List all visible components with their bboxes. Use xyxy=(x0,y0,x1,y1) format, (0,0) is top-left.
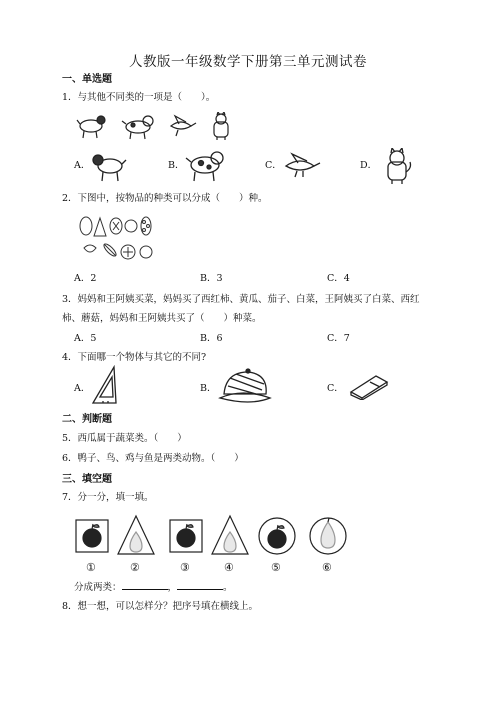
answer-blank-2[interactable] xyxy=(177,580,223,590)
question-7-answer-line xyxy=(74,580,233,594)
question-2-stem: 2．下图中，按物品的种类可以分成（ ）种。 xyxy=(62,193,268,204)
picture-label-2: ② xyxy=(130,561,140,574)
eggplant-icon xyxy=(80,217,92,235)
pear-in-triangle-icon xyxy=(212,516,248,554)
section-heading-true-false: 二、判断题 xyxy=(62,414,112,425)
bird-icon xyxy=(282,152,322,178)
section-heading-fill-blank: 三、填空题 xyxy=(62,474,112,485)
page-title: 人教版一年级数学下册第三单元测试卷 xyxy=(129,54,367,70)
question-1-option-a[interactable]: A． xyxy=(74,160,91,171)
question-5-stem: 5．西瓜属于蔬菜类。（ ） xyxy=(62,433,187,444)
question-1-option-d[interactable]: D． xyxy=(360,160,378,171)
apple-in-square-icon xyxy=(76,520,108,552)
fruit-and-vegetable-pictures xyxy=(76,212,158,264)
question-3-stem-line-1: 3．妈妈和王阿姨买菜，妈妈买了西红柿、黄瓜、茄子、白菜，王阿姨买了白菜、西红 xyxy=(62,294,420,305)
picture-label-5: ⑤ xyxy=(271,561,281,574)
tomato-icon xyxy=(140,246,152,258)
question-6-stem: 6．鸭子、鸟、鸡与鱼是两类动物。（ ） xyxy=(62,453,244,464)
question-4-option-a[interactable]: A． xyxy=(74,383,91,394)
answer-blank-1[interactable] xyxy=(122,580,168,590)
apple-icon xyxy=(125,220,137,232)
apple-in-square-icon xyxy=(170,520,202,552)
dog-icon xyxy=(183,148,227,182)
pear-in-triangle-icon xyxy=(118,516,154,554)
question-3-option-c[interactable]: C．7 xyxy=(327,333,350,344)
cat-icon xyxy=(214,112,228,140)
section-heading-single-choice: 一、单选题 xyxy=(62,74,112,85)
picture-label-3: ③ xyxy=(180,561,190,574)
question-2-option-a[interactable]: A．2 xyxy=(74,273,97,284)
question-2-option-b[interactable]: B．3 xyxy=(200,273,223,284)
question-1-option-c[interactable]: C． xyxy=(265,160,282,171)
pear-in-circle-icon xyxy=(310,518,346,554)
picture-label-1: ① xyxy=(86,561,96,574)
question-7-stem: 7．分一分，填一填。 xyxy=(62,492,154,503)
triangle-ruler-icon xyxy=(90,365,120,405)
eraser-icon xyxy=(348,372,390,400)
cat-icon xyxy=(380,148,414,184)
question-2-option-c[interactable]: C．4 xyxy=(327,273,350,284)
question-1-stem: 1．与其他不同类的一项是（ ）。 xyxy=(62,92,216,103)
question-7-pictures xyxy=(74,514,354,558)
banana-icon xyxy=(84,245,96,252)
question-3-stem-line-2: 柿、蘑菇，妈妈和王阿姨共买了（ ）种菜。 xyxy=(62,313,262,324)
bird-icon xyxy=(171,116,196,136)
question-1-option-b[interactable]: B． xyxy=(168,160,185,171)
picture-label-4: ④ xyxy=(224,561,234,574)
question-8-stem: 8．想一想，可以怎样分？把序号填在横线上。 xyxy=(62,601,259,612)
picture-label-6: ⑥ xyxy=(322,561,332,574)
carrot-icon xyxy=(94,218,106,236)
question-4-stem: 4．下面哪一个物体与其它的不同? xyxy=(62,352,207,363)
question-3-option-a[interactable]: A．5 xyxy=(74,333,97,344)
answer-prefix: 分成两类： xyxy=(74,582,122,593)
question-4-option-b[interactable]: B． xyxy=(200,383,217,394)
question-1-animal-pictures xyxy=(76,112,266,140)
dog-icon xyxy=(88,150,128,182)
question-3-option-b[interactable]: B．6 xyxy=(200,333,223,344)
answer-comma: ， xyxy=(167,582,178,593)
question-4-option-c[interactable]: C． xyxy=(327,383,344,394)
cap-hat-icon xyxy=(216,368,272,406)
dog-icon xyxy=(77,116,105,138)
apple-in-circle-icon xyxy=(259,518,295,554)
answer-period: 。 xyxy=(223,582,233,593)
dog-icon xyxy=(122,116,153,139)
